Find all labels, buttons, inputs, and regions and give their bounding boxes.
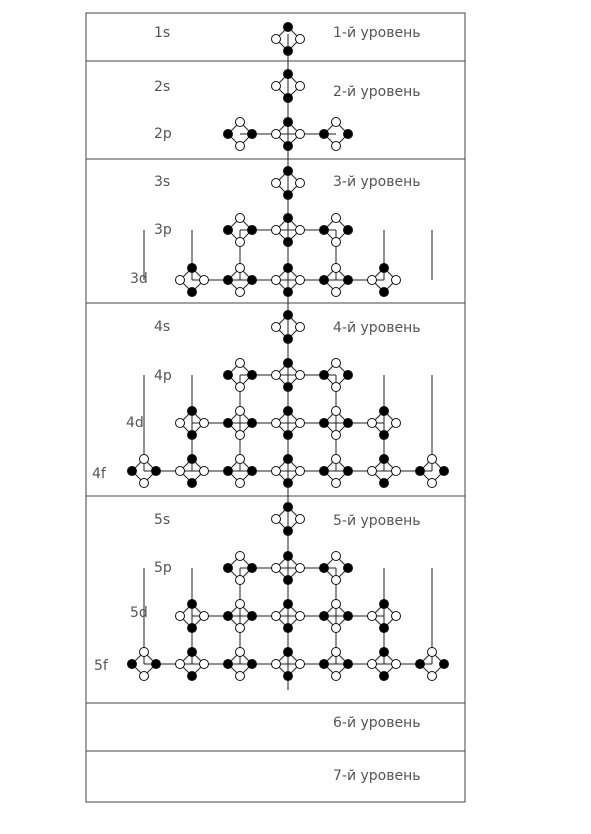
empty-node bbox=[392, 612, 401, 621]
electron-node bbox=[320, 660, 329, 669]
empty-node bbox=[332, 238, 341, 247]
empty-node bbox=[200, 660, 209, 669]
electron-node bbox=[284, 335, 293, 344]
empty-node bbox=[272, 130, 281, 139]
electron-node bbox=[248, 660, 257, 669]
empty-node bbox=[272, 226, 281, 235]
empty-node bbox=[200, 612, 209, 621]
empty-node bbox=[140, 648, 149, 657]
electron-node bbox=[188, 648, 197, 657]
electron-node bbox=[284, 552, 293, 561]
empty-node bbox=[368, 612, 377, 621]
level-label-3: 3-й уровень bbox=[333, 174, 421, 190]
electron-node bbox=[320, 226, 329, 235]
empty-node bbox=[332, 264, 341, 273]
empty-node bbox=[236, 648, 245, 657]
empty-node bbox=[296, 276, 305, 285]
electron-node bbox=[344, 419, 353, 428]
electron-node bbox=[284, 264, 293, 273]
empty-node bbox=[332, 455, 341, 464]
empty-node bbox=[392, 467, 401, 476]
empty-node bbox=[296, 419, 305, 428]
sublevel-label-2s: 2s bbox=[154, 79, 171, 95]
empty-node bbox=[296, 82, 305, 91]
electron-node bbox=[284, 672, 293, 681]
electron-node bbox=[344, 564, 353, 573]
empty-node bbox=[272, 612, 281, 621]
empty-node bbox=[272, 467, 281, 476]
empty-node bbox=[236, 576, 245, 585]
electron-node bbox=[188, 672, 197, 681]
empty-node bbox=[392, 276, 401, 285]
electron-node bbox=[344, 371, 353, 380]
empty-node bbox=[368, 276, 377, 285]
empty-node bbox=[236, 359, 245, 368]
electron-node bbox=[344, 130, 353, 139]
empty-node bbox=[200, 419, 209, 428]
electron-node bbox=[284, 359, 293, 368]
empty-node bbox=[296, 323, 305, 332]
sublevel-label-5p: 5p bbox=[154, 560, 172, 576]
electron-node bbox=[224, 660, 233, 669]
electron-node bbox=[380, 431, 389, 440]
empty-node bbox=[332, 552, 341, 561]
empty-node bbox=[236, 600, 245, 609]
empty-node bbox=[296, 371, 305, 380]
empty-node bbox=[272, 276, 281, 285]
empty-node bbox=[272, 323, 281, 332]
electron-node bbox=[320, 130, 329, 139]
electron-node bbox=[224, 276, 233, 285]
empty-node bbox=[236, 238, 245, 247]
empty-node bbox=[272, 419, 281, 428]
electron-node bbox=[188, 431, 197, 440]
empty-node bbox=[332, 214, 341, 223]
empty-node bbox=[332, 624, 341, 633]
sublevel-label-5f: 5f bbox=[94, 658, 108, 674]
level-label-6: 6-й уровень bbox=[333, 715, 421, 731]
electron-node bbox=[248, 612, 257, 621]
electron-node bbox=[380, 672, 389, 681]
electron-node bbox=[284, 118, 293, 127]
electron-node bbox=[152, 467, 161, 476]
empty-node bbox=[332, 407, 341, 416]
electron-node bbox=[284, 431, 293, 440]
electron-node bbox=[320, 371, 329, 380]
empty-node bbox=[236, 672, 245, 681]
electron-node bbox=[188, 479, 197, 488]
electron-node bbox=[224, 130, 233, 139]
electron-node bbox=[344, 660, 353, 669]
electron-node bbox=[284, 23, 293, 32]
empty-node bbox=[200, 467, 209, 476]
electron-node bbox=[440, 660, 449, 669]
empty-node bbox=[236, 383, 245, 392]
electron-node bbox=[284, 624, 293, 633]
sublevel-label-1s: 1s bbox=[154, 25, 171, 41]
empty-node bbox=[176, 660, 185, 669]
empty-node bbox=[236, 552, 245, 561]
electron-node bbox=[224, 419, 233, 428]
electron-node bbox=[320, 467, 329, 476]
sublevel-label-4d: 4d bbox=[126, 415, 144, 431]
electron-node bbox=[188, 288, 197, 297]
electron-node bbox=[188, 624, 197, 633]
empty-node bbox=[428, 648, 437, 657]
empty-node bbox=[176, 612, 185, 621]
empty-node bbox=[332, 431, 341, 440]
empty-node bbox=[176, 276, 185, 285]
electron-node bbox=[416, 467, 425, 476]
electron-node bbox=[380, 479, 389, 488]
empty-node bbox=[332, 288, 341, 297]
electron-node bbox=[152, 660, 161, 669]
electron-node bbox=[284, 407, 293, 416]
sublevel-label-2p: 2p bbox=[154, 126, 172, 142]
electron-node bbox=[248, 564, 257, 573]
electron-node bbox=[284, 142, 293, 151]
empty-node bbox=[236, 431, 245, 440]
empty-node bbox=[368, 660, 377, 669]
electron-node bbox=[344, 226, 353, 235]
sublevel-label-5s: 5s bbox=[154, 512, 171, 528]
empty-node bbox=[332, 142, 341, 151]
empty-node bbox=[296, 467, 305, 476]
electron-node bbox=[284, 648, 293, 657]
electron-node bbox=[320, 419, 329, 428]
sublevel-label-3s: 3s bbox=[154, 174, 171, 190]
empty-node bbox=[272, 82, 281, 91]
electron-node bbox=[284, 94, 293, 103]
electron-node bbox=[320, 612, 329, 621]
electron-node bbox=[188, 264, 197, 273]
empty-node bbox=[392, 419, 401, 428]
electron-node bbox=[284, 288, 293, 297]
electron-node bbox=[380, 264, 389, 273]
electron-node bbox=[224, 226, 233, 235]
electron-node bbox=[224, 564, 233, 573]
empty-node bbox=[332, 576, 341, 585]
empty-node bbox=[236, 407, 245, 416]
electron-node bbox=[248, 226, 257, 235]
electron-node bbox=[380, 624, 389, 633]
electron-node bbox=[248, 467, 257, 476]
empty-node bbox=[332, 383, 341, 392]
electron-node bbox=[320, 564, 329, 573]
electron-node bbox=[320, 276, 329, 285]
electron-node bbox=[380, 455, 389, 464]
empty-node bbox=[428, 479, 437, 488]
empty-node bbox=[272, 35, 281, 44]
electron-node bbox=[284, 503, 293, 512]
empty-node bbox=[272, 564, 281, 573]
electron-node bbox=[416, 660, 425, 669]
level-label-7: 7-й уровень bbox=[333, 768, 421, 784]
electron-node bbox=[284, 576, 293, 585]
empty-node bbox=[200, 276, 209, 285]
electron-node bbox=[284, 191, 293, 200]
electron-node bbox=[248, 276, 257, 285]
electron-node bbox=[440, 467, 449, 476]
empty-node bbox=[368, 467, 377, 476]
electron-node bbox=[284, 527, 293, 536]
empty-node bbox=[140, 672, 149, 681]
empty-node bbox=[272, 371, 281, 380]
empty-node bbox=[332, 600, 341, 609]
electron-node bbox=[284, 70, 293, 79]
electron-node bbox=[380, 600, 389, 609]
empty-node bbox=[140, 479, 149, 488]
empty-node bbox=[236, 264, 245, 273]
empty-node bbox=[236, 118, 245, 127]
empty-node bbox=[296, 564, 305, 573]
empty-node bbox=[428, 672, 437, 681]
empty-node bbox=[332, 648, 341, 657]
electron-node bbox=[248, 130, 257, 139]
empty-node bbox=[236, 214, 245, 223]
electron-node bbox=[224, 371, 233, 380]
electron-node bbox=[224, 612, 233, 621]
electron-node bbox=[128, 660, 137, 669]
empty-node bbox=[296, 130, 305, 139]
electron-node bbox=[380, 288, 389, 297]
empty-node bbox=[272, 660, 281, 669]
electron-node bbox=[248, 419, 257, 428]
electron-node bbox=[248, 371, 257, 380]
empty-node bbox=[296, 660, 305, 669]
sublevel-label-3p: 3p bbox=[154, 222, 172, 238]
electron-node bbox=[380, 648, 389, 657]
empty-node bbox=[272, 179, 281, 188]
sublevel-label-4f: 4f bbox=[92, 466, 106, 482]
empty-node bbox=[296, 515, 305, 524]
electron-node bbox=[284, 238, 293, 247]
electron-node bbox=[188, 600, 197, 609]
electron-node bbox=[284, 311, 293, 320]
empty-node bbox=[332, 479, 341, 488]
sublevel-label-4s: 4s bbox=[154, 319, 171, 335]
level-label-2: 2-й уровень bbox=[333, 84, 421, 100]
electron-node bbox=[380, 407, 389, 416]
empty-node bbox=[236, 288, 245, 297]
empty-node bbox=[332, 118, 341, 127]
empty-node bbox=[296, 35, 305, 44]
empty-node bbox=[176, 467, 185, 476]
sublevel-label-4p: 4p bbox=[154, 368, 172, 384]
electron-node bbox=[284, 600, 293, 609]
empty-node bbox=[428, 455, 437, 464]
level-label-5: 5-й уровень bbox=[333, 513, 421, 529]
empty-node bbox=[236, 624, 245, 633]
empty-node bbox=[236, 455, 245, 464]
level-label-4: 4-й уровень bbox=[333, 320, 421, 336]
electron-node bbox=[188, 455, 197, 464]
empty-node bbox=[176, 419, 185, 428]
empty-node bbox=[392, 660, 401, 669]
level-label-1: 1-й уровень bbox=[333, 25, 421, 41]
electron-node bbox=[284, 214, 293, 223]
empty-node bbox=[296, 612, 305, 621]
electron-node bbox=[284, 167, 293, 176]
electron-node bbox=[344, 467, 353, 476]
electron-node bbox=[344, 612, 353, 621]
electron-node bbox=[284, 47, 293, 56]
sublevel-label-3d: 3d bbox=[130, 271, 148, 287]
empty-node bbox=[296, 179, 305, 188]
empty-node bbox=[272, 515, 281, 524]
electron-node bbox=[188, 407, 197, 416]
electron-node bbox=[284, 455, 293, 464]
empty-node bbox=[332, 359, 341, 368]
empty-node bbox=[236, 142, 245, 151]
empty-node bbox=[332, 672, 341, 681]
electron-node bbox=[128, 467, 137, 476]
empty-node bbox=[236, 479, 245, 488]
empty-node bbox=[140, 455, 149, 464]
electron-node bbox=[344, 276, 353, 285]
empty-node bbox=[368, 419, 377, 428]
electron-node bbox=[284, 383, 293, 392]
empty-node bbox=[296, 226, 305, 235]
sublevel-label-5d: 5d bbox=[130, 605, 148, 621]
electron-node bbox=[284, 479, 293, 488]
electron-node bbox=[224, 467, 233, 476]
